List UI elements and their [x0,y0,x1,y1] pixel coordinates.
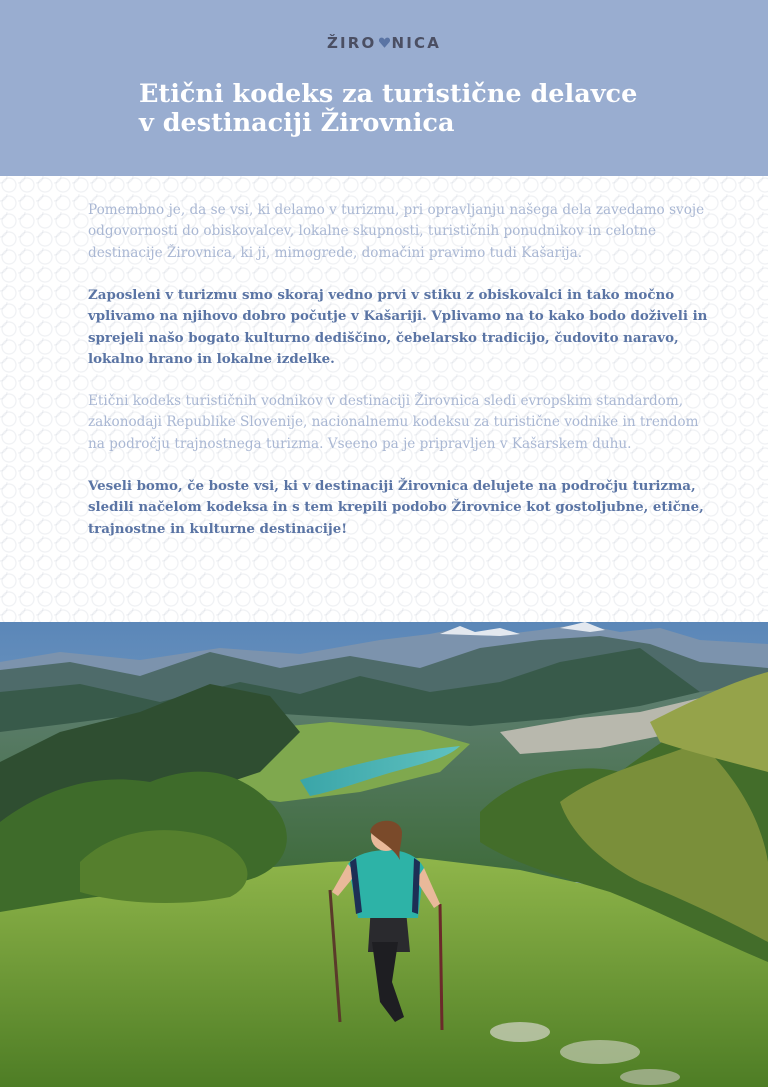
logo-text-left: ŽIRO [326,34,377,52]
intro-paragraph: Pomembno je, da se vsi, ki delamo v turizmu, pri opravljanju našega dela zavedamo svoje odgovornosti do obiskovalcev, lokalne skupnosti, turističnih ponudnikov in celotne destinacije Žirovnica, ki ji, mimogrede, domačini pravimo tudi Kašarija. [88,202,705,261]
standards-paragraph: Etični kodeks turističnih vodnikov v destinaciji Žirovnica sledi evropskim standardom, zakonodaji Republike Slovenije, nacionalnemu kodeksu za turistične vodnike in trendom na področju trajnostnega turizma. Vseeno pa je pripravljen v Kašarskem duhu. [88,393,699,452]
text-section [0,176,768,622]
page-title [139,80,699,138]
title-line-1: Etični kodeks za turistične delavce [139,79,638,109]
zirovnica-logo [0,34,768,52]
logo-text-right: NICA [391,34,442,52]
title-line-2: v destinaciji Žirovnica [139,108,455,138]
heart-icon [378,36,391,49]
landscape-illustration [0,622,768,1087]
header-band [0,0,768,176]
closing-paragraph: Veseli bomo, če boste vsi, ki v destinaciji Žirovnica delujete na področju turizma, sledili načelom kodeksa in s tem krepili podobo Žirovnice kot gostoljubne, etične, trajnostne in kulturne destinacije! [88,478,704,537]
employees-paragraph: Zaposleni v turizmu smo skoraj vedno prvi v stiku z obiskovalci in tako močno vplivamo na njihovo dobro počutje v Kašariji. Vplivamo na to kako bodo doživeli in sprejeli našo bogato kulturno dediščino, čebelarsko tradicijo, čudovito naravo, lokalno hrano in lokalne izdelke. [88,287,708,367]
hiker-photo [0,622,768,1087]
